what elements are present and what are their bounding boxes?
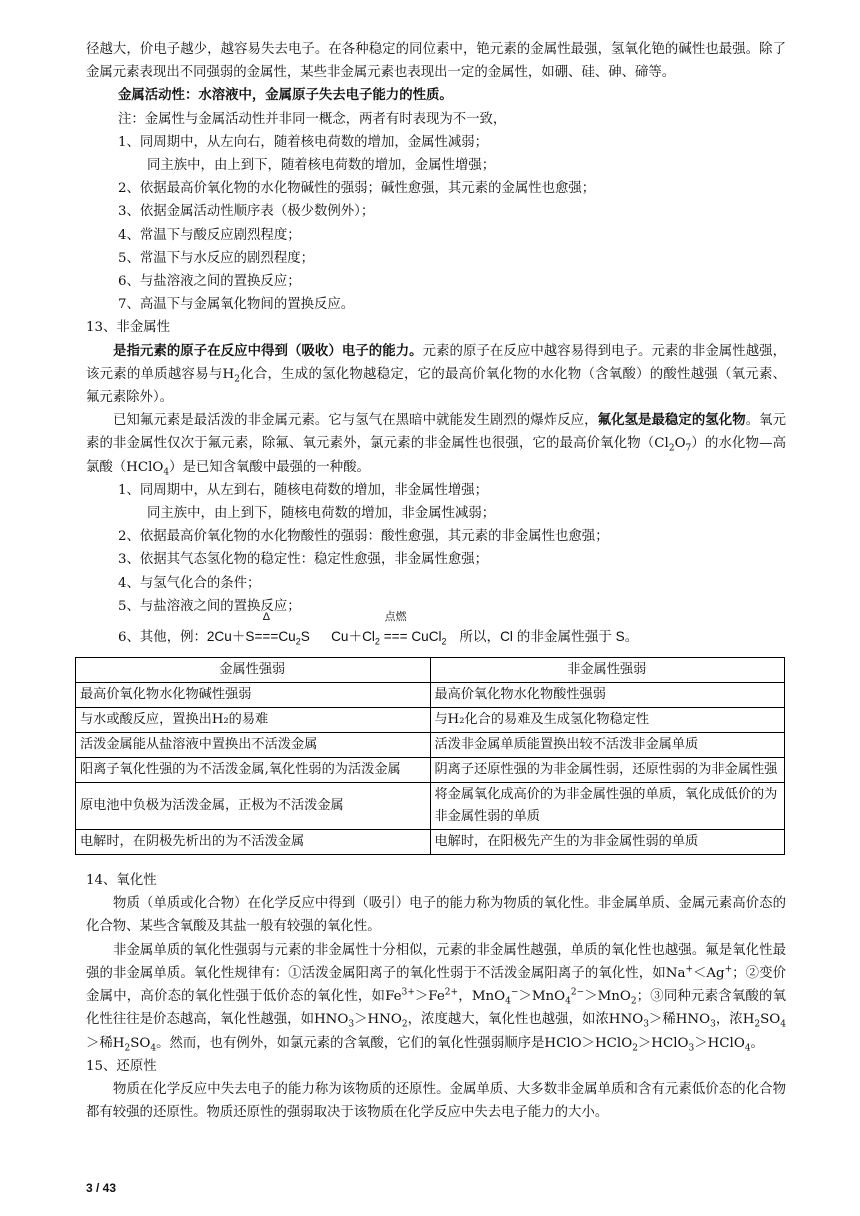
- page-number: 3 / 43: [86, 1181, 117, 1195]
- table-cell: 原电池中负极为活泼金属，正极为不活泼金属: [76, 783, 431, 830]
- table-cell: 阳离子氧化性强的为不活泼金属,氧化性弱的为活泼金属: [76, 758, 431, 783]
- metal-rule-3: 3、依据金属活动性顺序表（极少数例外）；: [118, 204, 375, 220]
- comparison-table: [75, 657, 785, 855]
- section-15-heading: 15、还原性: [86, 1058, 157, 1074]
- nonmetal-rule-6: 6、其他，例：2Cu＋S Δ $===Cu_2S$ $Cu+Cl_2$ 点燃 === CuCl$_2$ 所以，Cl 的非金属性强于 S。: [118, 611, 639, 647]
- table-row: [76, 683, 785, 708]
- table-cell: 最高价氧化物水化物碱性强弱: [76, 683, 431, 708]
- metal-rule-2: 2、依据最高价氧化物的水化物碱性的强弱；碱性愈强，其元素的金属性也愈强；: [118, 181, 596, 197]
- section-14-heading: 14、氧化性: [86, 873, 157, 889]
- metal-rule-1: 1、同周期中，从左向右，随着核电荷数的增加，金属性减弱；: [118, 134, 489, 150]
- metal-rule-5: 5、常温下与水反应的剧烈程度；: [118, 250, 314, 266]
- section-14-paragraph-2: 非金属单质的氧化性强弱与元素的非金属性十分相似，元素的非金属性越强，单质的氧化性也越强。氟是氧化性最强的非金属单质。氧化性规律有：①活泼金属阳离子的氧化性弱于不活泼金属阳离子的氧化性，如Na+＜Ag+；②变价金属中，高价态的氧化性强于低价态的氧化性，如$Fe^{3+}>Fe^{2+}$，MnO$_4$−＞MnO$_4^{2-}$＞MnO$_2$；③同种元素含氧酸的氧化性往往是价态越高，氧化性越强，如$HNO_3>HNO_2$，浓度越大，氧化性也越强，如浓$HNO_3>$稀$HNO_3$，浓$H_2SO_4>$稀$H_2SO_4$。然而，也有例外，如氯元素的含氧酸，它们的氧化性强弱顺序是HClO＞HClO$_2$＞HClO$_3$＞HClO$_4$。: [86, 942, 787, 1054]
- table-cell: 阴离子还原性强的为非金属性弱，还原性弱的为非金属性强: [430, 758, 785, 783]
- nonmetal-rule-2: 2、依据最高价氧化物的水化物酸性的强弱：酸性愈强，其元素的非金属性也愈强；: [118, 529, 609, 545]
- table-header-metal: 金属性强弱: [76, 658, 431, 683]
- intro-paragraph: 径越大，价电子越少，越容易失去电子。在各种稳定的同位素中，铯元素的金属性最强，氢氧化铯的碱性也最强。除了金属元素表现出不同强弱的金属性，某些非金属元素也表现出一定的金属性，如硼、硅、砷、碲等。: [86, 42, 786, 81]
- table-row: [76, 708, 785, 733]
- section-13-heading: 13、非金属性: [86, 320, 170, 336]
- table-cell: 将金属氧化成高价的为非金属性强的单质，氧化成低价的为非金属性弱的单质: [430, 783, 785, 830]
- metal-activity-definition: 金属活动性：水溶液中，金属原子失去电子能力的性质。: [118, 87, 453, 104]
- section-15-paragraph-1: 物质在化学反应中失去电子的能力称为该物质的还原性。金属单质、大多数非金属单质和含有元素低价态的化合物都有较强的还原性。物质还原性的强弱取决于该物质在化学反应中失去电子能力的大小。: [86, 1081, 786, 1121]
- metal-rule-6: 6、与盐溶液之间的置换反应；: [118, 274, 301, 290]
- table-header-nonmetal: 非金属性强弱: [430, 658, 785, 683]
- table-cell: 电解时，在阳极先产生的为非金属性弱的单质: [430, 830, 785, 855]
- section-14-paragraph-1: 物质（单质或化合物）在化学反应中得到（吸引）电子的能力称为物质的氧化性。非金属单质、金属元素高价态的化合物、某些含氧酸及其盐一般有较强的氧化性。: [86, 896, 786, 935]
- note-line: 注：金属性与金属活动性并非同一概念，两者有时表现为不一致，: [118, 111, 507, 127]
- table-row: [76, 758, 785, 783]
- metal-rule-7: 7、高温下与金属氧化物间的置换反应。: [118, 297, 355, 313]
- nonmetal-rule-4: 4、与氢气化合的条件；: [118, 575, 261, 591]
- table-row: [76, 783, 785, 830]
- table-row: [76, 830, 785, 855]
- metal-rule-1b: 同主族中，由上到下，随着核电荷数的增加，金属性增强；: [147, 158, 496, 174]
- section-13-paragraph-2: 已知氟元素是最活泼的非金属元素。它与氢气在黑暗中就能发生剧烈的爆炸反应，氟化氢是最稳定的氢化物。氧元素的非金属性仅次于氟元素，除氟、氧元素外，氯元素的非金属性也很强，它的最高价氧化物$(Cl_2O_7)$的水化物—高氯酸（HClO$_4$）是已知含氧酸中最强的一种酸。: [86, 412, 787, 478]
- table-row: [76, 733, 785, 758]
- nonmetal-rule-1b: 同主族中，由上到下，随核电荷数的增加，非金属性减弱；: [147, 506, 496, 522]
- table-cell: 与H₂化合的易难及生成氢化物稳定性: [430, 708, 785, 733]
- section-13-paragraph-1: 是指元素的原子在反应中得到（吸收）电子的能力。元素的原子在反应中越容易得到电子。元素的非金属性越强，该元素的单质越容易与$H_2$化合，生成的氢化物越稳定，它的最高价氧化物的水化物（含氧酸）的酸性越强（氧元素、氟元素除外）。: [86, 342, 787, 406]
- table-cell: 活泼非金属单质能置换出较不活泼非金属单质: [430, 733, 785, 758]
- nonmetal-definition: 是指元素的原子在反应中得到（吸收）电子的能力。: [113, 342, 423, 359]
- table-cell: 最高价氧化物水化物酸性强弱: [430, 683, 785, 708]
- table-header-row: [76, 658, 785, 683]
- metal-rule-4: 4、常温下与酸反应剧烈程度；: [118, 227, 301, 243]
- nonmetal-rule-1: 1、同周期中，从左到右，随核电荷数的增加，非金属性增强；: [118, 482, 489, 498]
- table-cell: 电解时，在阴极先析出的为不活泼金属: [76, 830, 431, 855]
- hf-most-stable: 氟化氢是最稳定的氢化物: [597, 412, 746, 429]
- ignition-condition: 点燃: [384, 611, 407, 624]
- nonmetal-rule-3: 3、依据其气态氢化物的稳定性：稳定性愈强，非金属性愈强；: [118, 552, 489, 568]
- equation-cu-s: 2Cu＋S Δ $===Cu_2S$: [206, 611, 310, 647]
- nonmetal-rule-5: 5、与盐溶液之间的置换反应；: [118, 598, 301, 614]
- table-cell: 活泼金属能从盐溶液中置换出不活泼金属: [76, 733, 431, 758]
- document-page: [80, 38, 787, 1124]
- equation-cu-cl2: $Cu+Cl_2$ 点燃 === CuCl$_2$: [331, 611, 447, 647]
- table-cell: 与水或酸反应，置换出H₂的易难: [76, 708, 431, 733]
- heat-symbol: Δ: [262, 611, 271, 624]
